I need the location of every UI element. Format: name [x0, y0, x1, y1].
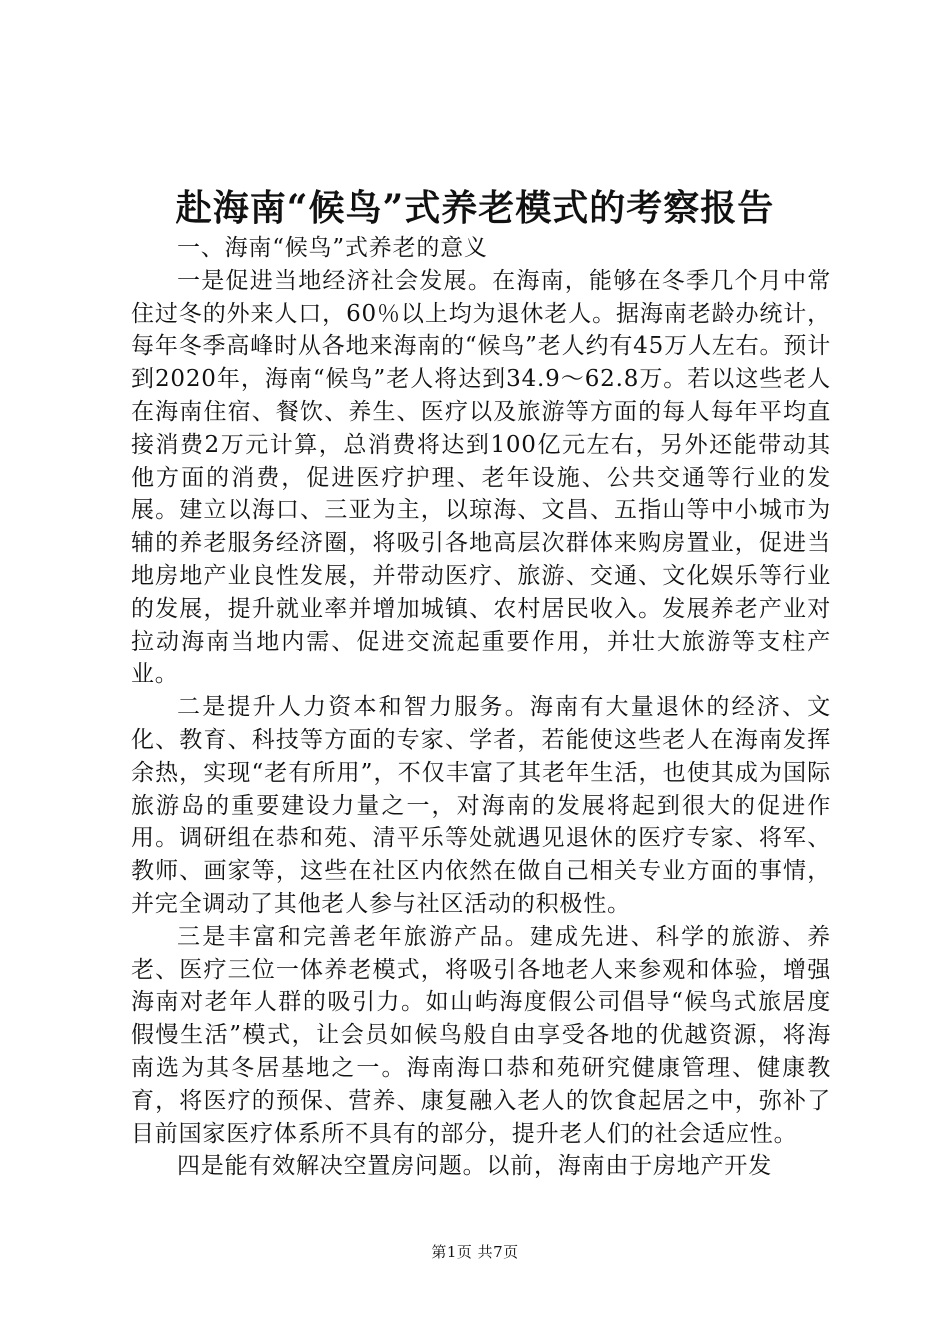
document-title: 赴海南“候鸟”式养老模式的考察报告: [175, 187, 775, 229]
body-paragraph: 一是促进当地经济社会发展。在海南，能够在冬季几个月中常住过冬的外来人口，60％以上均为退休老人。据海南老龄办统计，每年冬季高峰时从各地来海南的“候鸟”老人约有45万人左右。预计到2020年，海南“候鸟”老人将达到34.9～62.8万。若以这些老人在海南住宿、餐饮、养生、医疗以及旅游等方面的每人每年平均直接消费2万元计算，总消费将达到100亿元左右，另外还能带动其他方面的消费，促进医疗护理、老年设施、公共交通等行业的发展。建立以海口、三亚为主，以琼海、文昌、五指山等中小城市为辅的养老服务经济圈，将吸引各地高层次群体来购房置业，促进当地房地产业良性发展，并带动医疗、旅游、交通、文化娱乐等行业的发展，提升就业率并增加城镇、农村居民收入。发展养老产业对拉动海南当地内需、促进交流起重要作用，并壮大旅游等支柱产业。: [131, 267, 831, 688]
document-body: [131, 232, 831, 1183]
page-footer: 第1页 共7页: [431, 1243, 519, 1261]
body-paragraph: 二是提升人力资本和智力服务。海南有大量退休的经济、文化、教育、科技等方面的专家、学者，若能使这些老人在海南发挥余热，实现“老有所用”，不仅丰富了其老年生活，也使其成为国际旅游岛的重要建设力量之一，对海南的发展将起到很大的促进作用。调研组在恭和苑、清平乐等处就遇见退休的医疗专家、将军、教师、画家等，这些在社区内依然在做自己相关专业方面的事情，并完全调动了其他老人参与社区活动的积极性。: [131, 694, 831, 917]
body-paragraph: 四是能有效解决空置房问题。以前，海南由于房地产开发: [177, 1153, 772, 1180]
section-heading: 一、海南“候鸟”式养老的意义: [177, 235, 488, 261]
body-paragraph: 三是丰富和完善老年旅游产品。建成先进、科学的旅游、养老、医疗三位一体养老模式，将吸引各地老人来参观和体验，增强海南对老年人群的吸引力。如山屿海度假公司倡导“候鸟式旅居度假慢生活”模式，让会员如候鸟般自由享受各地的优越资源，将海南选为其冬居基地之一。海南海口恭和苑研究健康管理、健康教育，将医疗的预保、营养、康复融入老人的饮食起居之中，弥补了目前国家医疗体系所不具有的部分，提升老人们的社会适应性。: [131, 923, 831, 1147]
